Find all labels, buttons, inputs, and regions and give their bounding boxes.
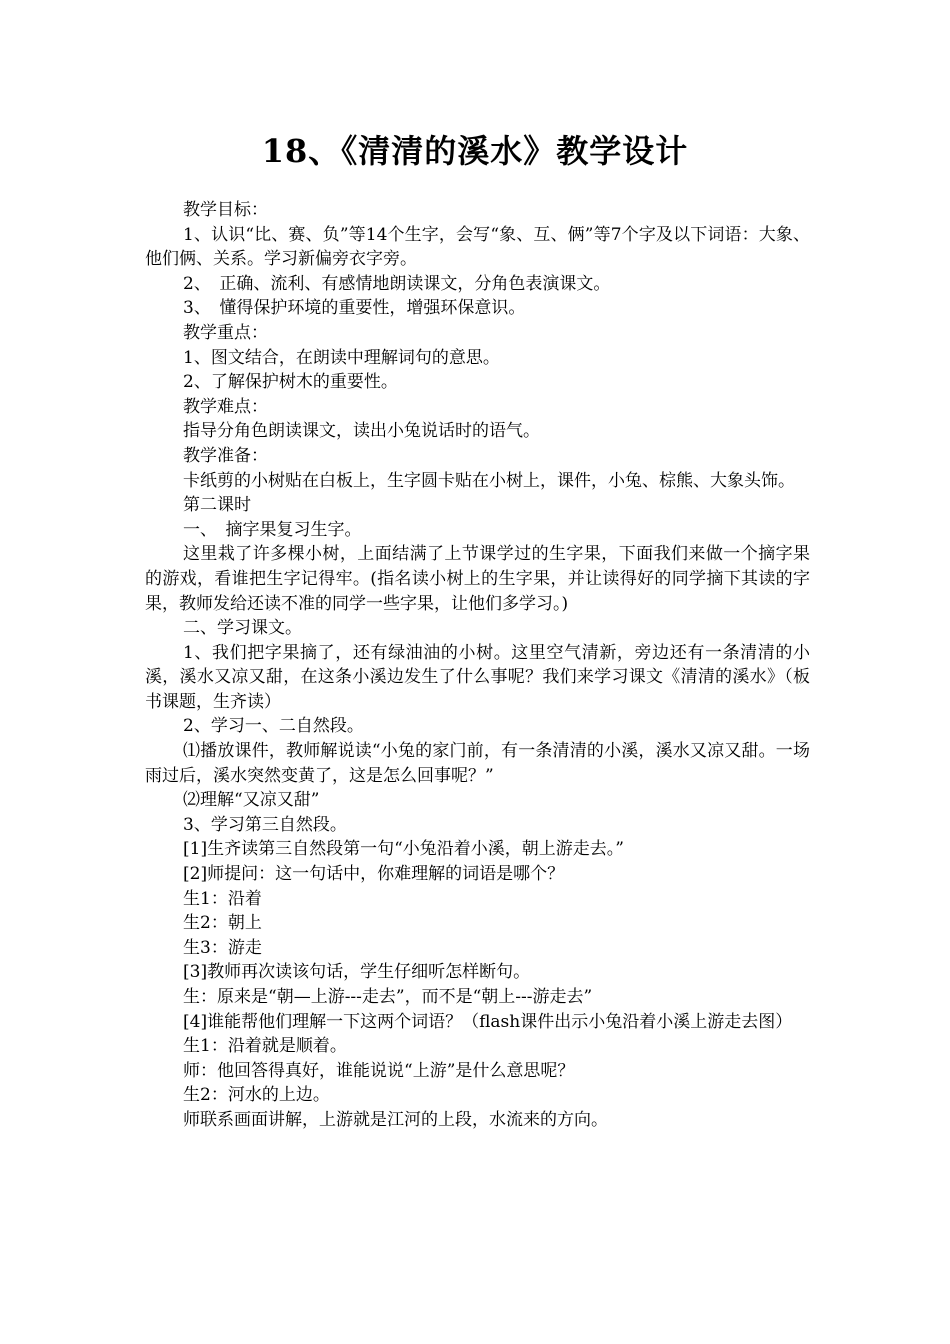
paragraph: ⑴播放课件，教师解说读“小兔的家门前，有一条清清的小溪，溪水又凉又甜。一场雨过后，溪水突然变黄了，这是怎么回事呢？” <box>145 741 810 786</box>
paragraph: [1]生齐读第三自然段第一句“小兔沿着小溪，朝上游走去。” <box>183 839 624 860</box>
paragraph: 一、 摘字果复习生字。 <box>183 519 362 540</box>
paragraph: 生2：朝上 <box>183 913 262 934</box>
paragraph: 二、学习课文。 <box>183 618 302 639</box>
paragraph: ⑵理解“又凉又甜” <box>183 790 320 811</box>
paragraph: [3]教师再次读该句话，学生仔细听怎样断句。 <box>183 962 531 983</box>
paragraph: [4]谁能帮他们理解一下这两个词语？（flash课件出示小兔沿着小溪上游走去图） <box>183 1011 793 1032</box>
paragraph: 2、 正确、流利、有感情地朗读课文，分角色表演课文。 <box>183 273 611 294</box>
paragraph: 3、学习第三自然段。 <box>183 814 347 835</box>
paragraph: 生1：沿着 <box>183 888 262 909</box>
paragraph: [2]师提问：这一句话中，你难理解的词语是哪个？ <box>183 864 565 885</box>
paragraph: 2、了解保护树木的重要性。 <box>183 372 398 393</box>
paragraph: 生：原来是“朝—上游---走去”，而不是“朝上---游走去” <box>183 987 593 1007</box>
paragraph: 教学难点： <box>183 396 268 417</box>
document-body <box>145 198 810 1133</box>
paragraph: 教学准备： <box>183 445 268 466</box>
paragraph: 1、图文结合，在朗读中理解词句的意思。 <box>183 347 500 368</box>
paragraph: 第二课时 <box>183 495 251 516</box>
paragraph: 这里栽了许多棵小树，上面结满了上节课学过的生字果，下面我们来做一个摘字果的游戏，看谁把生字记得牢。(指名读小树上的生字果，并让读得好的同学摘下其读的字果，教师发给还读不准的同学一些字果，让他们多学习。) <box>145 544 810 614</box>
paragraph: 1、认识“比、赛、负”等14个生字，会写“象、互、俩”等7个字及以下词语：大象、他们俩、关系。学习新偏旁衣字旁。 <box>145 224 810 270</box>
paragraph: 生3：游走 <box>183 937 262 958</box>
paragraph: 师：他回答得真好，谁能说说“上游”是什么意思呢？ <box>183 1060 575 1081</box>
paragraph: 指导分角色朗读课文，读出小兔说话时的语气。 <box>183 421 540 442</box>
paragraph: 师联系画面讲解，上游就是江河的上段，水流来的方向。 <box>183 1109 608 1130</box>
paragraph: 3、 懂得保护环境的重要性，增强环保意识。 <box>183 298 526 319</box>
paragraph: 教学目标： <box>183 200 268 220</box>
paragraph: 生1：沿着就是顺着。 <box>183 1036 347 1057</box>
paragraph: 卡纸剪的小树贴在白板上，生字圆卡贴在小树上，课件，小兔、棕熊、大象头饰。 <box>183 470 795 491</box>
paragraph: 生2：河水的上边。 <box>183 1085 330 1106</box>
paragraph: 教学重点： <box>183 322 268 343</box>
page-title: 18、《清清的溪水》教学设计 <box>261 132 689 170</box>
paragraph: 2、学习一、二自然段。 <box>183 716 364 737</box>
paragraph: 1、我们把字果摘了，还有绿油油的小树。这里空气清新，旁边还有一条清清的小溪，溪水又凉又甜，在这条小溪边发生了什么事呢？我们来学习课文《清清的溪水》（板书课题，生齐读） <box>145 642 810 712</box>
